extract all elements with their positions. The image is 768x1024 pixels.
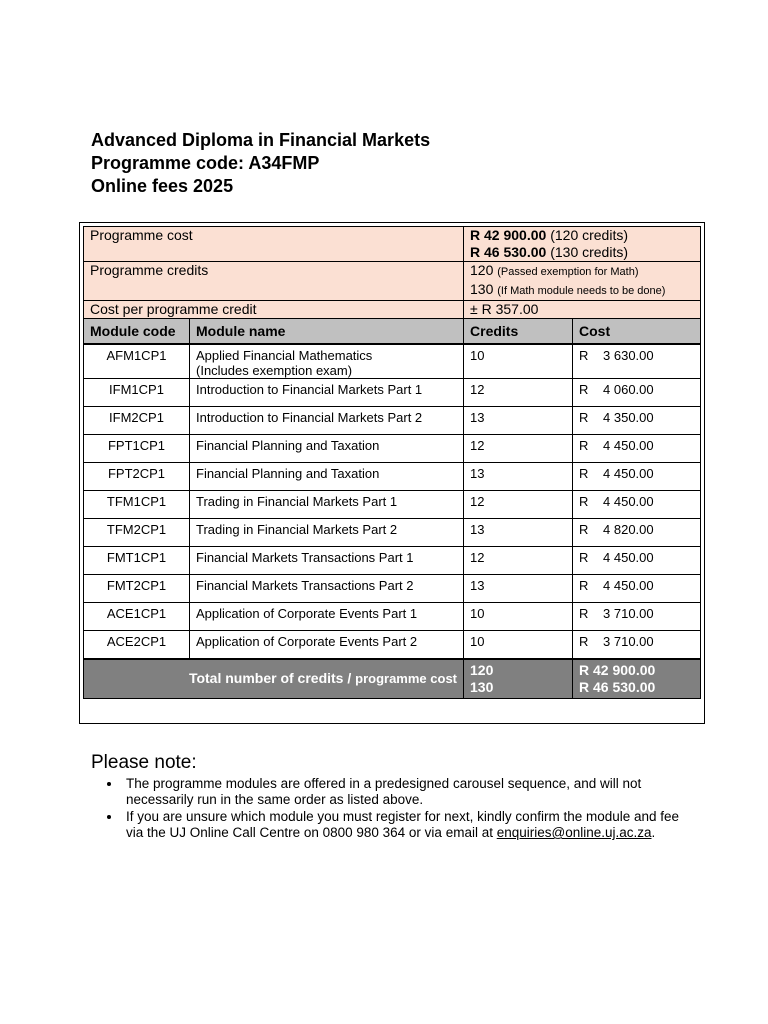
module-cost: 4 820.00 (603, 522, 654, 537)
module-name-cell (190, 547, 464, 575)
currency-symbol: R (579, 466, 589, 481)
module-cost: 4 450.00 (603, 550, 654, 565)
module-credits: 13 (464, 407, 573, 435)
module-name-cell (190, 519, 464, 547)
programme-cost-values (464, 227, 701, 262)
module-cost-cell (573, 491, 701, 519)
module-code: TFM1CP1 (84, 491, 190, 519)
module-cost: 4 450.00 (603, 438, 654, 453)
module-name: Financial Planning and Taxation (196, 466, 380, 481)
module-name-cell (190, 435, 464, 463)
table-row (84, 491, 701, 519)
document-header (91, 129, 430, 198)
fees-table (83, 226, 701, 699)
programme-cost-1-amount: R 42 900.00 (470, 227, 547, 243)
module-credits: 10 (464, 603, 573, 631)
programme-cost-label: Programme cost (84, 227, 464, 262)
table-header-row (84, 319, 701, 345)
module-credits: 12 (464, 491, 573, 519)
module-name-cell (190, 463, 464, 491)
module-name: Financial Markets Transactions Part 1 (196, 550, 414, 565)
table-row (84, 547, 701, 575)
table-row (84, 519, 701, 547)
module-name: Applied Financial Mathematics (196, 348, 373, 363)
fees-year: Online fees 2025 (91, 176, 234, 196)
module-cost-cell (573, 519, 701, 547)
programme-code: Programme code: A34FMP (91, 153, 320, 173)
programme-credits-2-note: (If Math module needs to be done) (497, 285, 666, 297)
total-label-main: Total number of credits / (188, 670, 356, 686)
module-code: AFM1CP1 (84, 344, 190, 379)
module-cost-cell (573, 603, 701, 631)
module-credits: 10 (464, 631, 573, 659)
module-code: IFM1CP1 (84, 379, 190, 407)
programme-credits-1-note: (Passed exemption for Math) (497, 266, 639, 278)
currency-symbol: R (579, 438, 589, 453)
programme-credits-values (464, 262, 701, 301)
programme-cost-2-amount: R 46 530.00 (470, 244, 547, 260)
table-row (84, 463, 701, 491)
module-name-cell (190, 631, 464, 659)
notes-heading: Please note: (91, 752, 197, 773)
table-row (84, 575, 701, 603)
currency-symbol: R (579, 606, 589, 621)
module-code: TFM2CP1 (84, 519, 190, 547)
module-cost-cell (573, 547, 701, 575)
module-code: FMT1CP1 (84, 547, 190, 575)
programme-cost-1-note: (120 credits) (550, 227, 629, 243)
column-header-credits: Credits (464, 319, 573, 345)
notes-section (91, 752, 691, 842)
notes-list (91, 776, 691, 841)
fees-table-frame (79, 222, 705, 724)
currency-symbol: R (579, 494, 589, 509)
programme-cost-2-note: (130 credits) (550, 244, 629, 260)
cost-per-credit-value: ± R 357.00 (464, 301, 701, 319)
module-cost: 4 450.00 (603, 578, 654, 593)
module-name-cell (190, 379, 464, 407)
currency-symbol: R (579, 382, 589, 397)
module-cost: 4 450.00 (603, 466, 654, 481)
module-cost: 4 060.00 (603, 382, 654, 397)
total-row (84, 659, 701, 699)
total-cost (573, 659, 701, 699)
module-cost: 3 630.00 (603, 348, 654, 363)
total-label-small: programme cost (355, 671, 458, 686)
currency-symbol: R (579, 578, 589, 593)
module-credits: 10 (464, 344, 573, 379)
module-cost-cell (573, 575, 701, 603)
table-row (84, 379, 701, 407)
module-name: Financial Planning and Taxation (196, 438, 380, 453)
module-name: Introduction to Financial Markets Part 2 (196, 410, 423, 425)
total-label (84, 659, 464, 699)
module-code: IFM2CP1 (84, 407, 190, 435)
currency-symbol: R (579, 348, 589, 363)
module-name-cell (190, 603, 464, 631)
module-credits: 13 (464, 575, 573, 603)
total-credits-1: 120 (470, 661, 494, 678)
module-credits: 12 (464, 379, 573, 407)
module-cost-cell (573, 379, 701, 407)
table-row (84, 631, 701, 659)
module-name-cell (190, 344, 464, 379)
programme-credits-label: Programme credits (84, 262, 464, 301)
module-cost-cell (573, 463, 701, 491)
total-cost-2: R 46 530.00 (579, 678, 656, 695)
module-code: FPT2CP1 (84, 463, 190, 491)
total-credits-2: 130 (470, 678, 494, 695)
module-name-cell (190, 407, 464, 435)
module-name: Financial Markets Transactions Part 2 (196, 578, 414, 593)
module-cost-cell (573, 435, 701, 463)
module-code: ACE1CP1 (84, 603, 190, 631)
module-code: ACE2CP1 (84, 631, 190, 659)
module-name: Trading in Financial Markets Part 2 (196, 522, 398, 537)
currency-symbol: R (579, 550, 589, 565)
total-cost-1: R 42 900.00 (579, 661, 656, 678)
note-item-1: • The programme modules are offered in a predesigned carousel sequence, and will not necessarily run in the same order as listed above. (122, 776, 691, 808)
module-credits: 13 (464, 519, 573, 547)
table-row (84, 435, 701, 463)
table-row (84, 603, 701, 631)
currency-symbol: R (579, 522, 589, 537)
currency-symbol: R (579, 634, 589, 649)
programme-credits-1: 120 (470, 262, 494, 278)
module-code: FMT2CP1 (84, 575, 190, 603)
note-item-2 (122, 809, 691, 841)
module-credits: 12 (464, 547, 573, 575)
module-cost: 4 350.00 (603, 410, 654, 425)
module-cost: 3 710.00 (603, 634, 654, 649)
module-name-cell (190, 575, 464, 603)
module-cost-cell (573, 631, 701, 659)
note-item-2-text: If you are unsure which module you must register for next, kindly confirm the module and fee via the UJ Online Call Centre on 0800 980 364 or via email at (126, 809, 680, 840)
module-credits: 12 (464, 435, 573, 463)
column-header-cost: Cost (573, 319, 701, 345)
module-cost: 3 710.00 (603, 606, 654, 621)
column-header-code: Module code (84, 319, 190, 345)
cost-per-credit-row (84, 301, 701, 319)
programme-credits-2: 130 (470, 281, 494, 297)
table-row (84, 407, 701, 435)
column-header-name: Module name (190, 319, 464, 345)
cost-per-credit-label: Cost per programme credit (84, 301, 464, 319)
module-code: FPT1CP1 (84, 435, 190, 463)
module-cost-cell (573, 344, 701, 379)
module-name: Application of Corporate Events Part 2 (196, 634, 418, 649)
module-subname: (Includes exemption exam) (196, 363, 353, 378)
programme-credits-row (84, 262, 701, 301)
note-item-2-end: . (651, 825, 656, 840)
module-name-cell (190, 491, 464, 519)
module-name: Application of Corporate Events Part 1 (196, 606, 418, 621)
module-cost-cell (573, 407, 701, 435)
total-credits (464, 659, 573, 699)
module-credits: 13 (464, 463, 573, 491)
module-cost: 4 450.00 (603, 494, 654, 509)
document-title: Advanced Diploma in Financial Markets (91, 130, 431, 150)
table-row (84, 344, 701, 379)
module-rows (84, 344, 701, 659)
programme-cost-row (84, 227, 701, 262)
currency-symbol: R (579, 410, 589, 425)
email-link[interactable]: enquiries@online.uj.ac.za (496, 825, 652, 840)
module-name: Introduction to Financial Markets Part 1 (196, 382, 423, 397)
module-name: Trading in Financial Markets Part 1 (196, 494, 398, 509)
